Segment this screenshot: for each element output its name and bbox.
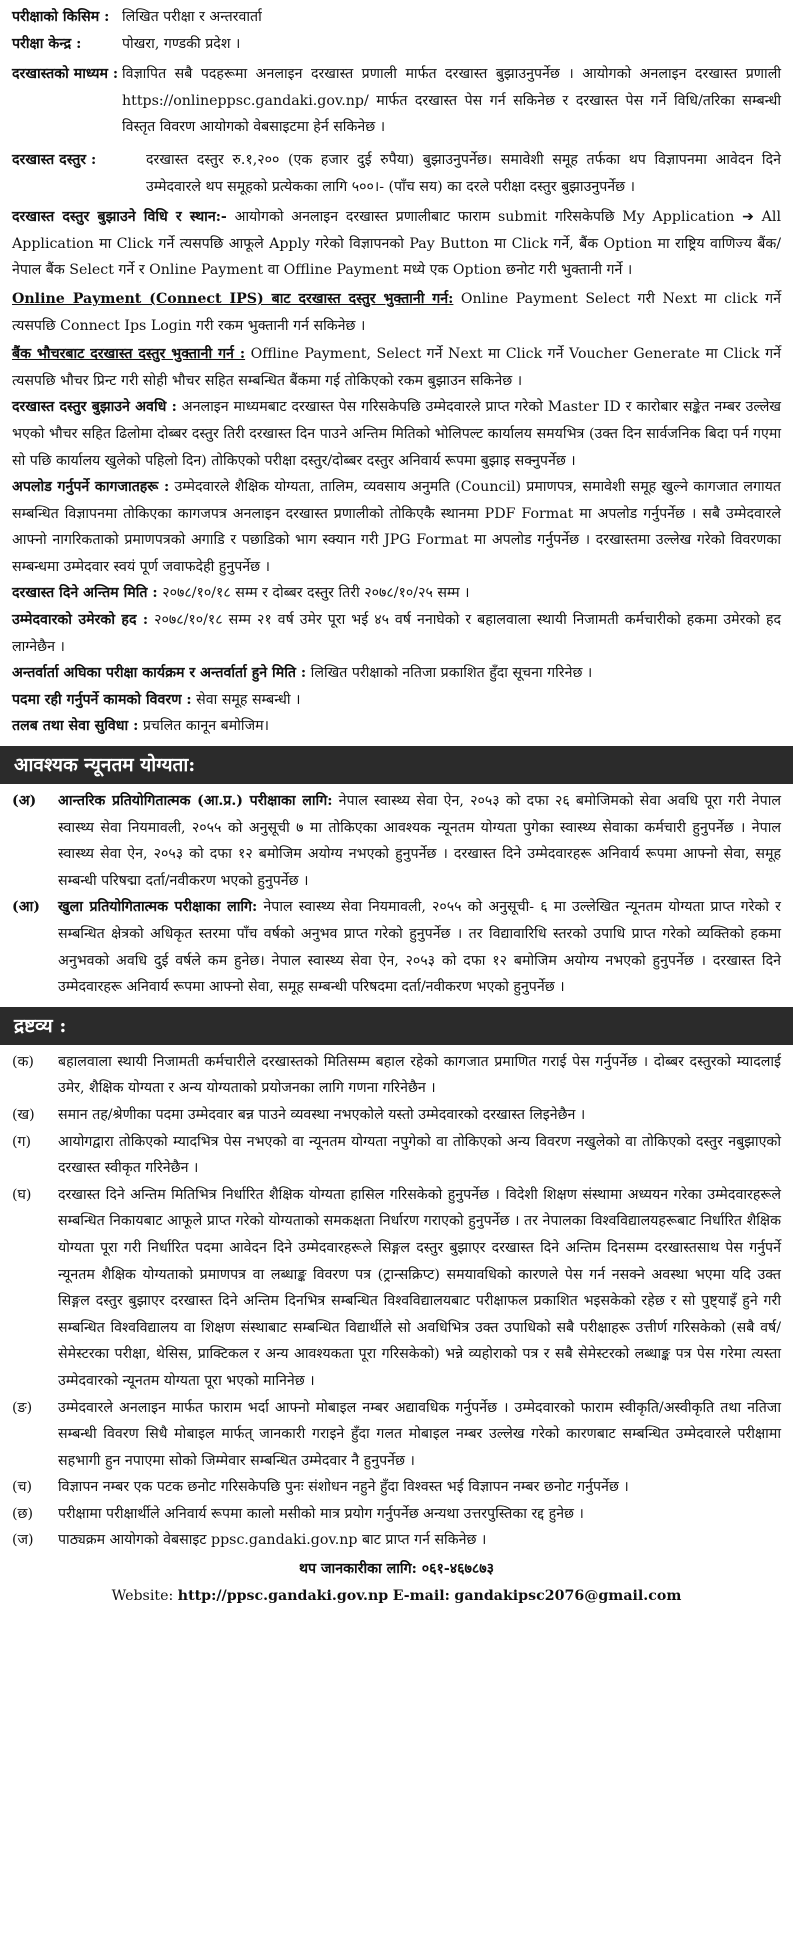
contact-info: थप जानकारीका लागि: ०६१-४६७८७३ [298,1561,495,1578]
note-text: आयोगद्वारा तोकिएको म्यादभित्र पेस नभएको वा न्यूनतम योग्यता नपुगेको वा तोकिएको अन्य विवरण नखुलेको वा तोकिएको दस्तुर नबुझाएको दरखास्त स्वीकृत गरिनेछैन । [58,1133,781,1177]
application-fee-row [12,147,781,200]
note-item [12,1049,781,1102]
note-text: विज्ञापन नम्बर एक पटक छनोट गरिसकेपछि पुनः संशोधन नहुने हुँदा विश्वस्त भई विज्ञापन नम्बर छनोट गर्नुपर्नेछ । [58,1479,629,1496]
online-payment-label: Online Payment (Connect IPS) बाट दरखास्त दस्तुर भुक्तानी गर्न: [12,290,454,307]
exam-center-row [12,31,781,58]
salary-text: प्रचलित कानून बमोजिम। [142,718,269,735]
qualification-internal-text: नेपाल स्वास्थ्य सेवा ऐन, २०५३ को दफा २६ बमोजिमको सेवा अवधि पूरा गरी नेपाल स्वास्थ्य सेवा नियमावली, २०५५ को अनुसूची ७ मा तोकिएका आवश्यक न्यूनतम योग्यता पुगेका स्वास्थ्य सेवाका कर्मचारी हुनुपर्नेछ । नेपाल स्वास्थ्य सेवा ऐन, २०५३ को दफा १२ बमोजिम अयोग्य नभएको हुनुपर्नेछ । दरखास्त दिने उम्मेदवारहरू अनिवार्य रूपमा आफ्नो सेवा, समूह सम्बन्धी परिषद्मा दर्ता/नवीकरण भएको हुनुपर्नेछ । [58,793,781,889]
note-key: (ग) [12,1133,32,1150]
upload-documents-text: उम्मेदवारले शैक्षिक योग्यता, तालिम, व्यवसाय अनुमति (Council) प्रमाणपत्र, समावेशी समूह खुल्ने कागजात लगायत सम्बन्धित विज्ञापनमा तोकिएका कागजपत्र अनलाइन दरखास्त प्रणालीको तोकिएकै स्थानमा PDF Format मा अपलोड गर्नुपर्नेछ । सबै उम्मेदवारले आफ्नो नागरिकताको प्रमाणपत्रको अगाडि र पछाडिको भाग स्क्यान गरी JPG Format मा अपलोड गर्नुपर्नेछ । दरखास्तमा उल्लेख गरेको विवरणका सम्बन्धमा उम्मेदवार स्वयं पूर्ण जवाफदेही हुनुपर्नेछ । [12,479,781,575]
voucher-text: Offline Payment, Select गर्ने Next मा Click गर्ने Voucher Generate मा Click गर्ने त्यसपछि भौचर प्रिन्ट गरी सोही भौचर सहित सम्बन्धित बैंकमा गई तोकिएको रकम बुझाउन सकिनेछ । [12,346,781,389]
note-text: समान तह/श्रेणीका पदमा उम्मेदवार बन्न पाउने व्यवस्था नभएकोले यस्तो उम्मेदवारको दरखास्त लिइनेछैन । [58,1106,586,1123]
website-link[interactable]: http://ppsc.gandaki.gov.np [177,1587,389,1604]
qualification-internal [12,788,781,894]
note-item [12,1102,781,1129]
exam-center-label: परीक्षा केन्द्र : [12,35,82,52]
qualification-open [12,894,781,1000]
exam-type-row [12,4,781,31]
note-item [12,1182,781,1395]
age-limit-text: २०७८/१०/१८ सम्म २१ वर्ष उमेर पूरा भई ४५ वर्ष ननाघेको र बहालवाला स्थायी निजामती कर्मचारीको हकमा उमेरको हद लाग्नेछैन । [12,612,782,655]
exam-schedule-text: लिखित परीक्षाको नतिजा प्रकाशित हुँदा सूचना गरिनेछ । [310,665,593,682]
footer-links [12,1583,781,1610]
payment-method-paragraph [12,204,781,284]
qualification-internal-title: आन्तरिक प्रतियोगितात्मक (आ.प्र.) परीक्षाका लागि: [58,793,333,810]
note-text: पाठ्यक्रम आयोगको वेबसाइट ppsc.gandaki.gov.np बाट प्राप्त गर्न सकिनेछ । [58,1532,487,1549]
note-key: (ङ) [12,1399,33,1416]
note-text: बहालवाला स्थायी निजामती कर्मचारीले दरखास्तको मितिसम्म बहाल रहेको कागजात प्रमाणित गराई पेस गर्नुपर्नेछ । दोब्बर दस्तुरको म्यादलाई उमेर, शैक्षिक योग्यता र अन्य योग्यताको प्रयोजनका लागि गणना गरिनेछैन । [58,1053,781,1097]
voucher-label: बैंक भौचरबाट दरखास्त दस्तुर भुक्तानी गर्न : [12,346,246,363]
age-limit-label: उम्मेदवारको उमेरको हद : [12,612,149,629]
voucher-paragraph [12,341,781,394]
payment-method-label: दरखास्त दस्तुर बुझाउने विधि र स्थान:- [12,209,227,226]
note-item [12,1501,781,1528]
application-medium-row [12,61,781,141]
qualification-open-text: नेपाल स्वास्थ्य सेवा नियमावली, २०५५ को अनुसूची- ६ मा उल्लेखित न्यूनतम योग्यता प्राप्त गरेको र सम्बन्धित क्षेत्रको अधिकृत स्तरमा पाँच वर्षको अनुभव प्राप्त गरेको हुनुपर्नेछ । तर विद्यावारिधि स्तरको उपाधि प्राप्त गरेको व्यक्तिको हकमा अनुभवको अवधि दुई वर्षले कम हुनेछ। नेपाल स्वास्थ्य सेवा ऐन, २०५३ को दफा १२ बमोजिम अयोग्य नभएको हुनुपर्नेछ । दरखास्त दिने उम्मेदवारहरू अनिवार्य रूपमा आफ्नो सेवा, समूह सम्बन्धी परिषदमा दर्ता/नवीकरण भएको हुनुपर्नेछ । [58,899,781,996]
online-payment-paragraph [12,286,781,339]
last-date-text: २०७८/१०/१८ सम्म र दोब्बर दस्तुर तिरी २०७८/१०/२५ सम्म । [162,585,470,602]
exam-type-label: परीक्षाको किसिम : [12,9,110,25]
qualification-internal-key: (अ) [12,793,37,810]
email-label: E-mail: [392,1587,450,1604]
note-key: (क) [12,1053,34,1070]
duties-paragraph [12,687,781,714]
exam-type-value: लिखित परीक्षा र अन्तरवार्ता [122,9,262,25]
upload-documents-paragraph [12,474,781,580]
fee-deadline-text: अनलाइन माध्यमबाट दरखास्त पेस गरिसकेपछि उम्मेदवारले प्राप्त गरेको Master ID र कारोबार सङ्केत नम्बर उल्लेख भएको भौचर सहित ढिलोमा दोब्बर दस्तुर तिरी दरखास्त दिन पाउने अन्तिम मितिको भोलिपल्ट कार्यालय समयभित्र (उक्त दिन सार्वजनिक बिदा पर्न गएमा सो पछि कार्यालय खुलेको पहिलो दिन) तोकिएको परीक्षा दस्तुर/दोब्बर दस्तुर अनिवार्य रूपमा बुझाइ सक्नुपर्नेछ । [12,399,782,469]
note-key: (छ) [12,1505,34,1522]
last-date-paragraph [12,580,781,607]
exam-schedule-paragraph [12,660,781,687]
note-item [12,1395,781,1475]
note-key: (च) [12,1479,33,1496]
fee-deadline-paragraph [12,394,781,474]
note-key: (ज) [12,1532,34,1549]
exam-center-value: पोखरा, गण्डकी प्रदेश । [122,35,241,52]
fee-deadline-label: दरखास्त दस्तुर बुझाउने अवधि : [12,399,177,416]
note-item [12,1527,781,1554]
note-key: (ख) [12,1106,35,1123]
duties-label: पदमा रही गर्नुपर्ने कामको विवरण : [12,691,192,708]
duties-text: सेवा समूह सम्बन्धी । [196,691,301,708]
qualification-open-title: खुला प्रतियोगितात्मक परीक्षाका लागि: [58,899,258,916]
note-text: दरखास्त दिने अन्तिम मितिभित्र निर्धारित शैक्षिक योग्यता हासिल गरिसकेको हुनुपर्नेछ । विदेशी शिक्षण संस्थामा अध्ययन गरेका उम्मेदवारहरूले सम्बन्धित निकायबाट आफूले प्राप्त गरेको योग्यताको समकक्षता निर्धारण गराएको हुनुपर्नेछ । तर नेपालका विश्वविद्यालयहरूबाट निर्धारित शैक्षिक योग्यता पूरा गरी निर्धारित पदमा आवेदन दिने उम्मेदवारहरूले सिङ्गल दस्तुर बुझाएर दरखास्त दिने अन्तिम दिनसम्म दरखास्तसाथ पेस गर्नुपर्ने न्यूनतम शैक्षिक योग्यताको प्रमाणपत्र वा लब्धाङ्क विवरण पत्र (ट्रान्सक्रिप्ट) समयावधिको कारणले पेस गर्न नसक्ने अवस्था भएमा यदि उक्त सिङ्गल दस्तुर बुझाएर दरखास्त दिने अन्तिम दिनभित्र सम्बन्धित विश्वविद्यालयबाट परीक्षाफल प्रकाशित भइसकेको रहेछ र सो पुष्ट्याइँ हुने गरी सम्बन्धित विश्वविद्यालय वा शिक्षण संस्थाबाट सम्बन्धित विद्यार्थीले सो अवधिभित्र उक्त उपाधिको सबै परीक्षाहरू उत्तीर्ण गरिसकेको (सबै वर्ष/सेमेस्टरका परीक्षा, थेसिस, प्राक्टिकल र अन्य आवश्यकता पूरा गरिसकेको) भन्ने व्यहोराको पत्र र सबै सेमेस्टरको लब्धाङ्क पत्र पेस गरेमा त्यस्ता उम्मेदवारको न्यूनतम योग्यता पूरा भएको मानिनेछ । [58,1186,781,1389]
note-text: परीक्षामा परीक्षार्थीले अनिवार्य रूपमा कालो मसीको मात्र प्रयोग गर्नुपर्नेछ अन्यथा उत्तरपुस्तिका रद्द हुनेछ । [58,1505,584,1522]
email-link[interactable]: gandakipsc2076@gmail.com [454,1587,682,1604]
age-limit-paragraph [12,607,781,660]
payment-method-text: आयोगको अनलाइन दरखास्त प्रणालीबाट फाराम submit गरिसकेपछि My Application ➔ All Application मा Click गर्ने त्यसपछि आफूले Apply गरेको विज्ञापनको Pay Button मा Click गर्ने, बैंक Option मा राष्ट्रिय वाणिज्य बैंक/नेपाल बैंक Select गर्ने र Online Payment वा Offline Payment मध्ये एक Option छनोट गरी भुक्तानी गर्ने । [12,209,781,279]
note-key: (घ) [12,1186,32,1203]
exam-schedule-label: अन्तर्वार्ता अघिका परीक्षा कार्यक्रम र अन्तर्वार्ता हुने मिति : [12,665,307,682]
note-item [12,1129,781,1182]
salary-paragraph [12,713,781,740]
note-text: उम्मेदवारले अनलाइन मार्फत फाराम भर्दा आफ्नो मोबाइल नम्बर अद्यावधिक गर्नुपर्नेछ । उम्मेदवारको फाराम स्वीकृति/अस्वीकृति तथा नतिजा सम्बन्धी विवरण सिधै मोबाइल मार्फत् जानकारी गराइने हुँदा गलत मोबाइल नम्बर उल्लेख गरेको कारणबाट सम्बन्धित उम्मेदवारले परीक्षामा सहभागी हुन नपाएमा सोको जिम्मेवार सम्बन्धित उम्मेदवार नै हुनुपर्नेछ । [58,1399,781,1469]
application-medium-value: विज्ञापित सबै पदहरूमा अनलाइन दरखास्त प्रणाली मार्फत दरखास्त बुझाउनुपर्नेछ । आयोगको अनलाइन दरखास्त प्रणाली https://onlineppsc.gandaki.gov.np/ मार्फत दरखास्त पेस गर्न सकिनेछ र दरखास्त पेस गर्ने विधि/तरिका सम्बन्धी विस्तृत विवरण आयोगको वेबसाइटमा हेर्न सकिनेछ । [122,66,781,136]
website-label: Website: [111,1587,174,1604]
notes-header: द्रष्टव्य : [0,1007,793,1045]
salary-label: तलब तथा सेवा सुविधा : [12,718,139,735]
upload-documents-label: अपलोड गर्नुपर्ने कागजातहरू : [12,479,170,496]
last-date-label: दरखास्त दिने अन्तिम मिति : [12,585,158,602]
note-item [12,1474,781,1501]
qualification-open-key: (आ) [12,899,40,916]
application-medium-label: दरखास्तको माध्यम : [12,66,119,83]
online-payment-text: Online Payment Select गरी Next मा click गर्ने त्यसपछि Connect Ips Login गरी रकम भुक्तानी गर्न सकिनेछ । [12,290,782,334]
application-fee-value: दरखास्त दस्तुर रु.१,२०० (एक हजार दुई रुपैया) बुझाउनुपर्नेछ। समावेशी समूह तर्फका थप विज्ञापनमा आवेदन दिने उम्मेदवारले थप समूहको प्रत्येकका लागि ५००।- (पाँच सय) का दरले परीक्षा दस्तुर बुझाउनुपर्नेछ । [146,151,781,195]
qualification-header: आवश्यक न्यूनतम योग्यता: [0,746,793,784]
application-fee-label: दरखास्त दस्तुर : [12,151,97,168]
